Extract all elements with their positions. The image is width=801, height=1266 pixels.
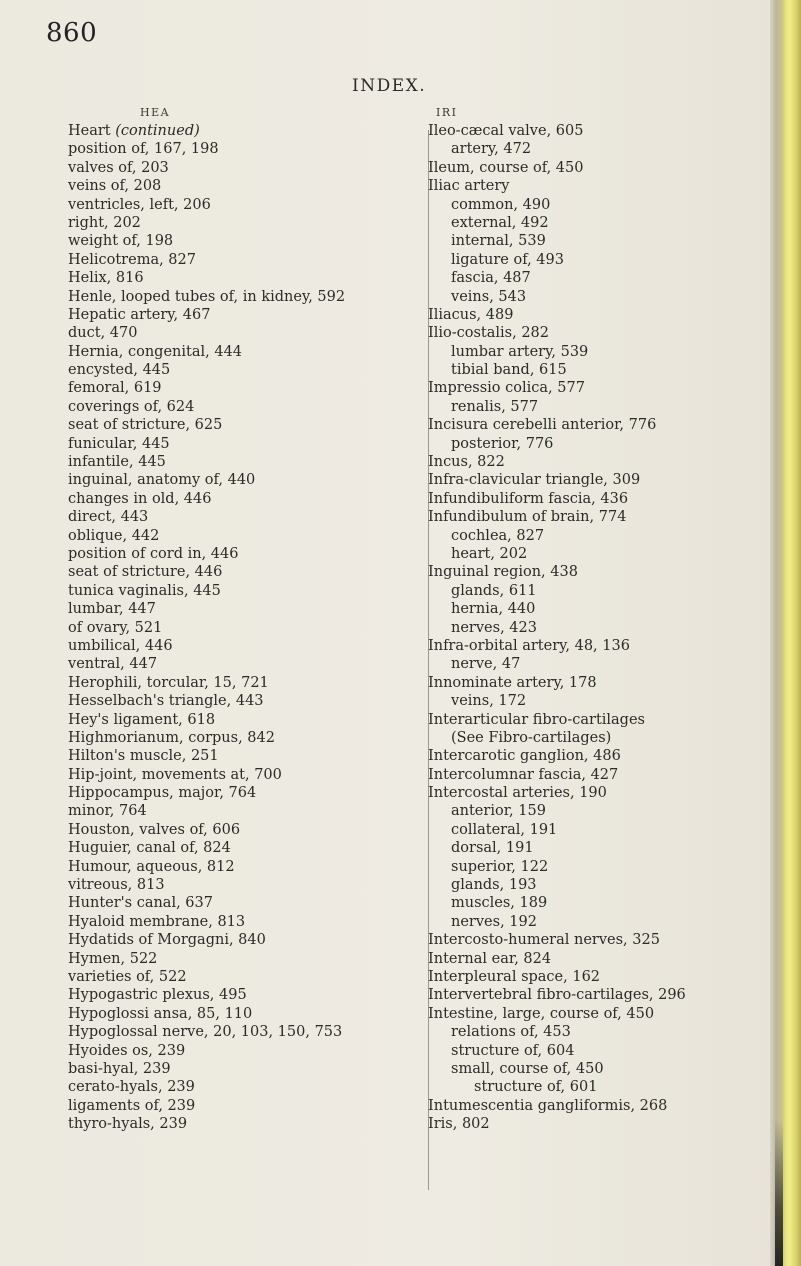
index-entry (428, 361, 758, 379)
index-entry-text: position of cord in, 446 (68, 545, 239, 562)
index-entry (428, 674, 758, 692)
index-entry (68, 471, 428, 489)
index-entry (428, 471, 758, 489)
index-entry (68, 637, 428, 655)
index-entry (428, 269, 758, 287)
index-entry (68, 1078, 428, 1096)
index-entry (68, 913, 428, 931)
index-entry-italic: (continued) (115, 123, 200, 139)
index-entry (428, 453, 758, 471)
index-entry (68, 122, 428, 140)
index-entry (68, 1023, 428, 1041)
index-entry (428, 766, 758, 784)
index-entry (68, 1097, 428, 1115)
index-entry-text: weight of, 198 (68, 233, 174, 250)
index-entry-text: Intestine, large, course of, 450 (428, 1005, 655, 1022)
index-entry-text: varieties of, 522 (68, 968, 187, 985)
index-entry-text: valves of, 203 (68, 159, 169, 176)
index-entry-text: glands, 611 (451, 582, 537, 599)
index-entry (68, 1005, 428, 1023)
index-entry-text: veins, 543 (451, 288, 527, 305)
index-entry-text: Hernia, congenital, 444 (68, 343, 243, 360)
page-edge (770, 0, 801, 1266)
index-entry-text: Hypoglossi ansa, 85, 110 (68, 1005, 253, 1022)
index-entry (68, 582, 428, 600)
index-entry (428, 729, 758, 747)
index-entry-text: nerve, 47 (451, 656, 521, 673)
index-entry (428, 821, 758, 839)
index-entry-text: Interarticular fibro-cartilages (428, 711, 645, 728)
index-entry-text: anterior, 159 (451, 803, 546, 820)
index-entry (428, 527, 758, 545)
index-entry-text: lumbar artery, 539 (451, 343, 589, 360)
index-entry-text: renalis, 577 (451, 398, 539, 415)
index-entry-text: external, 492 (451, 214, 549, 231)
index-entry-text: Hypogastric plexus, 495 (68, 987, 247, 1004)
index-entry-text: Hesselbach's triangle, 443 (68, 693, 264, 710)
index-entry (428, 140, 758, 158)
index-entry-text: Interpleural space, 162 (428, 968, 601, 985)
index-entry (68, 931, 428, 949)
index-entry (68, 214, 428, 232)
index-entry-text: ligaments of, 239 (68, 1097, 196, 1114)
index-entry-text: tibial band, 615 (451, 362, 567, 379)
index-entry-text: oblique, 442 (68, 527, 160, 544)
index-entry-text: position of, 167, 198 (68, 141, 219, 158)
index-entry (68, 232, 428, 250)
index-entry-text: Hip-joint, movements at, 700 (68, 766, 282, 783)
index-entry (428, 619, 758, 637)
index-entry (428, 894, 758, 912)
index-entry-list (68, 122, 428, 1133)
index-entry-text: Intercarotic ganglion, 486 (428, 748, 621, 765)
index-entry (428, 196, 758, 214)
index-entry-text: heart, 202 (451, 545, 528, 562)
index-entry (428, 343, 758, 361)
index-entry (428, 839, 758, 857)
index-entry (68, 894, 428, 912)
index-entry-text: femoral, 619 (68, 380, 162, 397)
index-entry-text: veins of, 208 (68, 178, 162, 195)
index-entry (428, 692, 758, 710)
index-entry-text: Hydatids of Morgagni, 840 (68, 932, 266, 949)
index-entry-text: Intumescentia gangliformis, 268 (428, 1097, 668, 1114)
index-column-right (428, 104, 758, 1133)
index-entry-text: cerato-hyals, 239 (68, 1079, 195, 1096)
index-entry-text: of ovary, 521 (68, 619, 163, 636)
index-entry-text: minor, 764 (68, 803, 147, 820)
index-entry-text: infantile, 445 (68, 454, 166, 471)
index-entry-text: Humour, aqueous, 812 (68, 858, 235, 875)
index-entry (428, 784, 758, 802)
index-entry-text: duct, 470 (68, 325, 138, 342)
index-entry-text: Hyoides os, 239 (68, 1042, 186, 1059)
index-entry (68, 747, 428, 765)
index-entry (68, 508, 428, 526)
index-entry (68, 324, 428, 342)
index-entry-text: Ileo-cæcal valve, 605 (428, 123, 584, 139)
index-entry-text: direct, 443 (68, 509, 149, 526)
index-entry-text: nerves, 423 (451, 619, 537, 636)
index-entry (428, 1060, 758, 1078)
column-catchword: IRI (436, 106, 458, 119)
index-entry-text: cochlea, 827 (451, 527, 545, 544)
index-entry (428, 913, 758, 931)
index-entry (68, 802, 428, 820)
index-entry-text: tunica vaginalis, 445 (68, 582, 221, 599)
index-entry (428, 950, 758, 968)
index-entry (428, 508, 758, 526)
index-entry-text: Infundibulum of brain, 774 (428, 509, 627, 526)
index-entry (68, 288, 428, 306)
index-entry (68, 269, 428, 287)
index-entry-text: Internal ear, 824 (428, 950, 552, 967)
index-entry-text: Intercostal arteries, 190 (428, 785, 607, 802)
index-entry-text: basi-hyal, 239 (68, 1060, 171, 1077)
index-entry-text: dorsal, 191 (451, 840, 534, 857)
index-entry (428, 563, 758, 581)
index-entry-text: lumbar, 447 (68, 601, 156, 618)
index-entry (428, 968, 758, 986)
index-entry (428, 379, 758, 397)
index-entry (68, 1042, 428, 1060)
index-entry-text: Infra-orbital artery, 48, 136 (428, 637, 630, 654)
index-entry (428, 637, 758, 655)
page-edge-shadow (775, 1120, 783, 1266)
index-entry-text: Hypoglossal nerve, 20, 103, 150, 753 (68, 1024, 343, 1041)
index-entry (428, 1078, 758, 1096)
index-entry (68, 159, 428, 177)
index-entry (68, 306, 428, 324)
index-entry (428, 931, 758, 949)
index-entry (68, 821, 428, 839)
index-entry-text: Helicotrema, 827 (68, 251, 196, 268)
index-entry (428, 288, 758, 306)
index-entry-text: ventral, 447 (68, 656, 158, 673)
index-entry (68, 766, 428, 784)
index-entry-text: collateral, 191 (451, 821, 558, 838)
index-entry (68, 140, 428, 158)
index-entry-text: common, 490 (451, 196, 551, 213)
index-entry (68, 177, 428, 195)
index-entry-text: glands, 193 (451, 877, 537, 894)
index-entry-text: Iris, 802 (428, 1116, 490, 1133)
index-entry (68, 858, 428, 876)
index-entry (428, 655, 758, 673)
index-entry-text: seat of stricture, 446 (68, 564, 223, 581)
index-entry (428, 416, 758, 434)
index-entry (68, 876, 428, 894)
index-entry (68, 416, 428, 434)
index-entry (68, 968, 428, 986)
index-entry (428, 802, 758, 820)
index-entry-text: artery, 472 (451, 141, 532, 158)
index-entry-text: Infundibuliform fascia, 436 (428, 490, 629, 507)
index-entry (68, 435, 428, 453)
index-entry (68, 343, 428, 361)
index-entry-text: funicular, 445 (68, 435, 170, 452)
index-entry (68, 839, 428, 857)
index-entry-text: Inguinal region, 438 (428, 564, 578, 581)
index-entry (68, 490, 428, 508)
index-entry-text: Iliacus, 489 (428, 306, 514, 323)
index-entry (68, 527, 428, 545)
index-entry (428, 876, 758, 894)
index-entry-text: hernia, 440 (451, 601, 536, 618)
index-entry (428, 214, 758, 232)
index-entry-text: thyro-hyals, 239 (68, 1116, 188, 1133)
index-entry-text: Hippocampus, major, 764 (68, 785, 257, 802)
index-entry-text: Incus, 822 (428, 454, 505, 471)
index-entry-text: Hilton's muscle, 251 (68, 748, 219, 765)
column-catchword: HEA (140, 106, 171, 119)
index-entry (428, 545, 758, 563)
index-entry (68, 379, 428, 397)
index-entry (428, 747, 758, 765)
index-entry-text: structure of, 601 (474, 1079, 598, 1096)
index-entry-text: Intervertebral fibro-cartilages, 296 (428, 987, 686, 1004)
index-entry-text: Incisura cerebelli anterior, 776 (428, 417, 657, 434)
index-entry-text: Hyaloid membrane, 813 (68, 913, 246, 930)
index-entry (68, 453, 428, 471)
index-entry-text: ligature of, 493 (451, 251, 564, 268)
index-entry-text: Henle, looped tubes of, in kidney, 592 (68, 288, 346, 305)
index-entry (68, 692, 428, 710)
index-entry-text: Hymen, 522 (68, 950, 158, 967)
index-entry-text: ventricles, left, 206 (68, 196, 211, 213)
index-entry-list (428, 122, 758, 1133)
index-entry-text: Highmorianum, corpus, 842 (68, 729, 275, 746)
index-entry (428, 159, 758, 177)
index-entry-text: superior, 122 (451, 858, 549, 875)
running-head: INDEX. (352, 76, 427, 96)
index-entry-text: right, 202 (68, 214, 141, 231)
index-entry-text: Innominate artery, 178 (428, 674, 597, 691)
index-entry (428, 251, 758, 269)
index-entry (428, 582, 758, 600)
index-entry-text: Houston, valves of, 606 (68, 821, 241, 838)
index-entry-text: internal, 539 (451, 233, 546, 250)
index-entry-text: Infra-clavicular triangle, 309 (428, 472, 641, 489)
index-entry-text: posterior, 776 (451, 435, 554, 452)
index-entry-text: seat of stricture, 625 (68, 417, 223, 434)
index-entry-text: veins, 172 (451, 693, 527, 710)
index-entry (68, 196, 428, 214)
index-entry (68, 619, 428, 637)
index-entry (428, 600, 758, 618)
index-entry (428, 1115, 758, 1133)
index-entry-text: Intercosto-humeral nerves, 325 (428, 932, 660, 949)
index-entry-text: Iliac artery (428, 178, 510, 195)
index-entry (68, 729, 428, 747)
index-entry-text: structure of, 604 (451, 1042, 575, 1059)
index-entry-text: small, course of, 450 (451, 1060, 604, 1077)
index-entry-text: Helix, 816 (68, 270, 144, 287)
index-entry-text: Hey's ligament, 618 (68, 711, 216, 728)
index-entry (68, 563, 428, 581)
index-entry (428, 324, 758, 342)
index-entry (428, 490, 758, 508)
index-entry (68, 950, 428, 968)
index-entry (68, 545, 428, 563)
index-entry-text: muscles, 189 (451, 895, 548, 912)
index-entry-text: vitreous, 813 (68, 877, 165, 894)
index-entry-text: changes in old, 446 (68, 490, 212, 507)
index-entry (68, 361, 428, 379)
index-entry (428, 711, 758, 729)
index-entry-text: encysted, 445 (68, 362, 171, 379)
index-entry-text: Impressio colica, 577 (428, 380, 585, 397)
index-entry (68, 1060, 428, 1078)
index-entry (428, 1097, 758, 1115)
index-entry-text: nerves, 192 (451, 913, 537, 930)
index-entry (68, 711, 428, 729)
index-entry-text: relations of, 453 (451, 1024, 571, 1041)
index-entry-text: Hunter's canal, 637 (68, 895, 213, 912)
index-entry (68, 784, 428, 802)
index-entry (428, 122, 758, 140)
index-entry (428, 1042, 758, 1060)
index-entry (428, 858, 758, 876)
index-entry (428, 986, 758, 1004)
index-entry-text: umbilical, 446 (68, 637, 173, 654)
index-entry (428, 232, 758, 250)
index-entry-text: Ilio-costalis, 282 (428, 325, 550, 342)
index-column-left (68, 104, 428, 1133)
index-entry (68, 251, 428, 269)
index-entry-text: Hepatic artery, 467 (68, 306, 211, 323)
page-number: 860 (46, 18, 98, 48)
index-entry-text: Huguier, canal of, 824 (68, 840, 231, 857)
index-entry (68, 1115, 428, 1133)
index-entry-text: Ileum, course of, 450 (428, 159, 584, 176)
index-entry (428, 1005, 758, 1023)
index-entry-text: inguinal, anatomy of, 440 (68, 472, 256, 489)
index-entry (68, 674, 428, 692)
index-entry (68, 655, 428, 673)
index-entry (428, 177, 758, 195)
index-entry (428, 1023, 758, 1041)
index-entry (68, 600, 428, 618)
index-entry-text: (See Fibro-cartilages) (451, 729, 612, 746)
index-entry-text: Heart (68, 123, 116, 139)
index-entry-text: Intercolumnar fascia, 427 (428, 766, 619, 783)
index-entry (68, 398, 428, 416)
index-entry (428, 306, 758, 324)
index-entry (428, 398, 758, 416)
index-entry-text: fascia, 487 (451, 270, 531, 287)
index-entry (428, 435, 758, 453)
index-entry (68, 986, 428, 1004)
index-entry-text: Herophili, torcular, 15, 721 (68, 674, 269, 691)
index-entry-text: coverings of, 624 (68, 398, 195, 415)
